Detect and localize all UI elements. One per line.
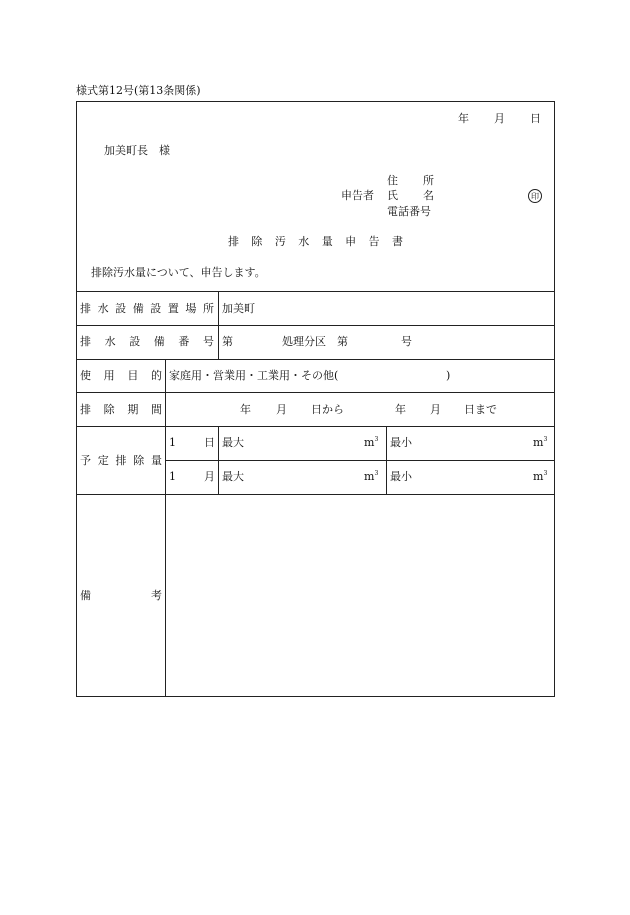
- addressee: 加美町長 様: [104, 144, 170, 157]
- monthly-number: 1: [169, 470, 176, 483]
- period-month-from: 月: [276, 403, 287, 416]
- period-label: 排 除 期 間: [80, 403, 162, 416]
- document-title: 排 除 汚 水 量 申 告 書: [228, 235, 403, 248]
- planned-label: 予 定 排 除 量: [80, 454, 162, 467]
- period-year-to: 年: [395, 403, 406, 416]
- purpose-label: 使 用 目 的: [80, 369, 162, 382]
- remarks-label: 備 考: [80, 589, 162, 602]
- date-month-label: 月: [494, 112, 505, 125]
- divider: [76, 392, 555, 393]
- form-number: 様式第12号(第13条関係): [76, 84, 201, 97]
- divider: [218, 291, 219, 359]
- divider: [218, 426, 219, 494]
- divider: [165, 359, 166, 697]
- declarant-label: 申告者: [341, 189, 374, 202]
- period-year-from: 年: [240, 403, 251, 416]
- daily-number: 1: [169, 436, 176, 449]
- divider: [76, 426, 555, 427]
- divider: [76, 494, 555, 495]
- divider: [76, 359, 555, 360]
- daily-unit: 日: [204, 436, 215, 449]
- number-suffix: 号: [401, 335, 412, 348]
- monthly-min-label: 最小: [390, 470, 412, 483]
- name-label: 氏 名: [387, 189, 434, 202]
- date-year-label: 年: [458, 112, 469, 125]
- divider: [386, 426, 387, 494]
- location-value: 加美町: [222, 302, 255, 315]
- location-label: 排 水 設 備 設 置 場 所: [80, 302, 214, 315]
- daily-min-label: 最小: [390, 436, 412, 449]
- number-label: 排 水 設 備 番 号: [80, 335, 214, 348]
- statement: 排除汚水量について、申告します。: [91, 266, 266, 279]
- divider: [165, 460, 555, 461]
- date-day-label: 日: [530, 112, 541, 125]
- number-prefix: 第: [222, 335, 233, 348]
- daily-max-unit: $m^3$: [364, 436, 379, 449]
- period-month-to: 月: [430, 403, 441, 416]
- number-district: 処理分区 第: [282, 335, 348, 348]
- form-frame: [76, 101, 555, 697]
- divider: [76, 325, 555, 326]
- phone-label: 電話番号: [387, 205, 431, 218]
- monthly-max-unit: $m^3$: [364, 470, 379, 483]
- seal-mark: 印: [528, 189, 542, 203]
- address-label: 住 所: [387, 174, 434, 187]
- monthly-min-unit: $m^3$: [533, 470, 548, 483]
- period-day-to: 日まで: [464, 403, 497, 416]
- purpose-value: 家庭用・営業用・工業用・その他(: [169, 369, 339, 382]
- daily-min-unit: $m^3$: [533, 436, 548, 449]
- period-day-from: 日から: [311, 403, 344, 416]
- divider: [76, 291, 555, 292]
- purpose-close: ): [446, 369, 451, 382]
- monthly-max-label: 最大: [222, 470, 244, 483]
- daily-max-label: 最大: [222, 436, 244, 449]
- monthly-unit: 月: [204, 470, 215, 483]
